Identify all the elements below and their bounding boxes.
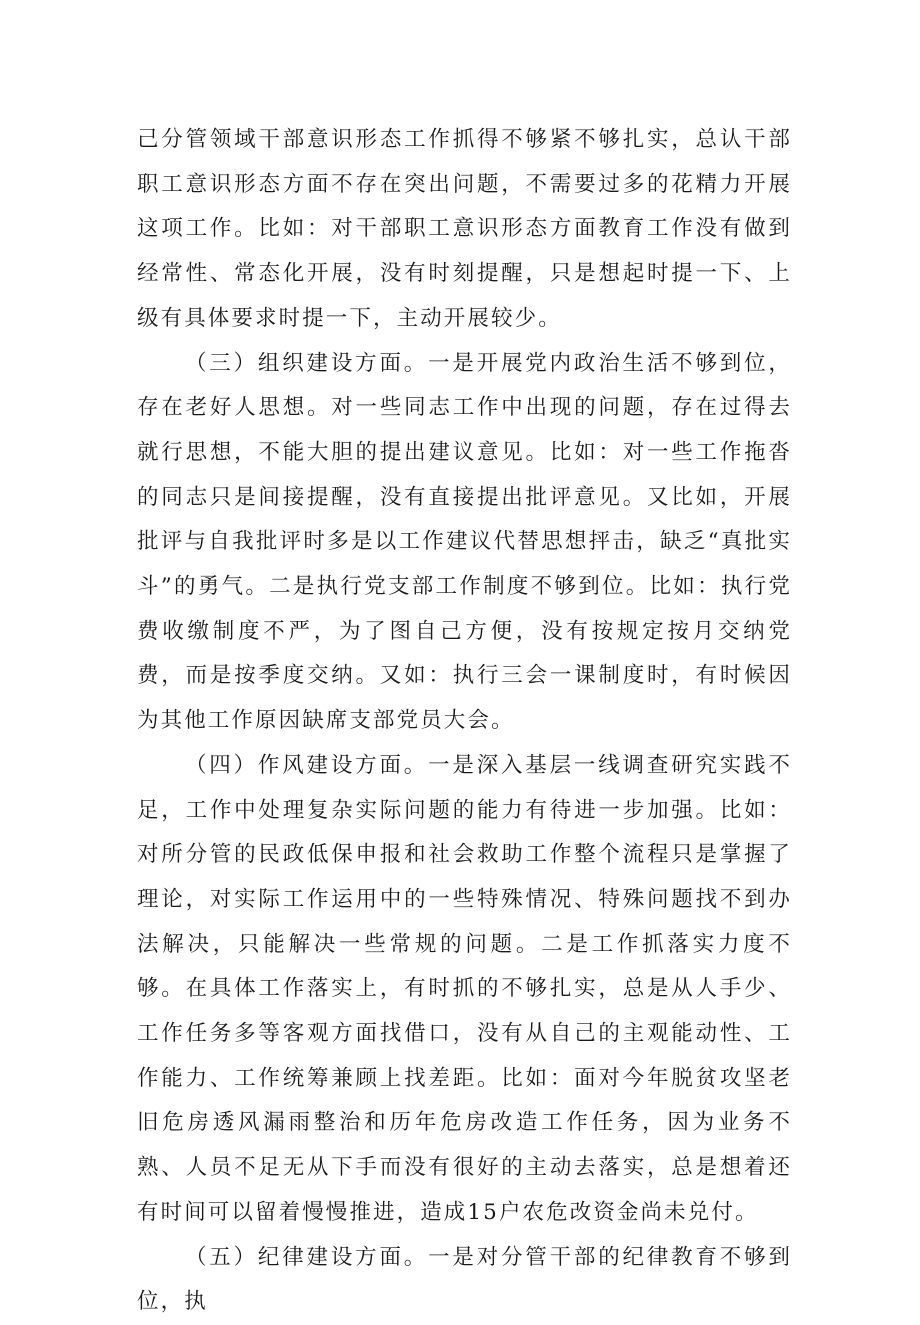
paragraph-ideology-continued: 己分管领域干部意识形态工作抓得不够紧不够扎实，总认干部职工意识形态方面不存在突出问题，不需要过多的花精力开展这项工作。比如：对干部职工意识形态方面教育工作没有做到经常性、常态化开展，没有时刻提醒，只是想起时提一下、上级有具体要求时提一下，主动开展较少。: [137, 127, 792, 331]
paragraph-organization-building: （三）组织建设方面。一是开展党内政治生活不够到位，存在老好人思想。对一些同志工作中出现的问题，存在过得去就行思想，不能大胆的提出建议意见。比如：对一些工作拖沓的同志只是间接提醒，没有直接提出批评意见。又比如，开展批评与自我批评时多是以工作建议代替思想抨击，缺乏“真批实斗”的勇气。二是执行党支部工作制度不够到位。比如：执行党费收缴制度不严，为了图自己方便，没有按规定按月交纳党费，而是按季度交纳。又如：执行三会一课制度时，有时候因为其他工作原因缺席支部党员大会。: [137, 350, 792, 734]
paragraph-work-style-building: （四）作风建设方面。一是深入基层一线调查研究实践不足，工作中处理复杂实际问题的能力有待进一步加强。比如：对所分管的民政低保申报和社会救助工作整个流程只是掌握了理论，对实际工作运用中的一些特殊情况、特殊问题找不到办法解决，只能解决一些常规的问题。二是工作抓落实力度不够。在具体工作落实上，有时抓的不够扎实，总是从人手少、工作任务多等客观方面找借口，没有从自己的主观能动性、工作能力、工作统筹兼顾上找差距。比如：面对今年脱贫攻坚老旧危房透风漏雨整治和历年危房改造工作任务，因为业务不熟、人员不足无从下手而没有很好的主动去落实，总是想着还有时间可以留着慢慢推进，造成15户农危改资金尚未兑付。: [137, 752, 792, 1225]
paragraph-discipline-building: （五）纪律建设方面。一是对分管干部的纪律教育不够到位，执: [137, 1244, 792, 1315]
document-body: [137, 118, 792, 1325]
